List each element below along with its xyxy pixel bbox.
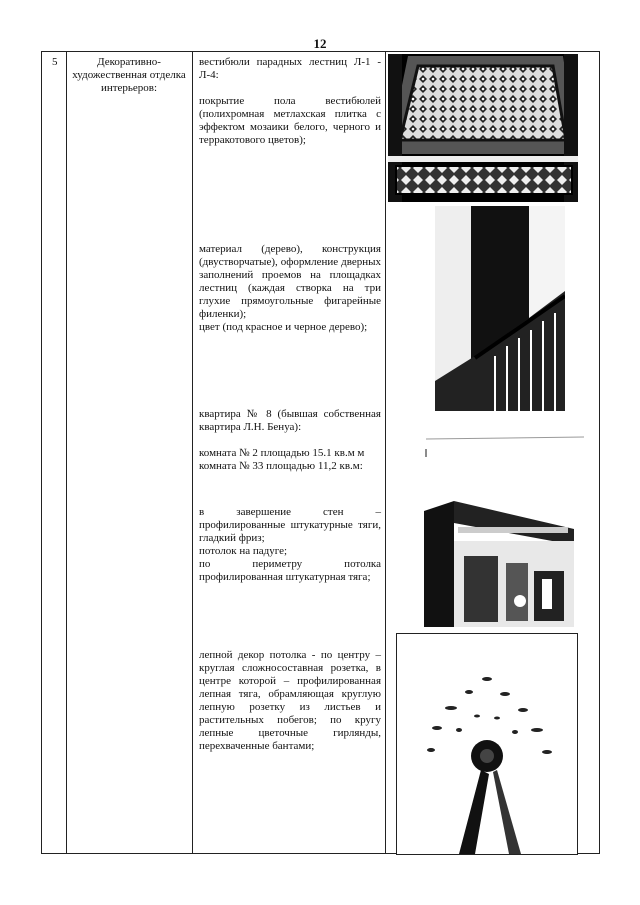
page-number: 12 bbox=[313, 36, 327, 51]
description-ceiling-decor: лепной декор потолка - по центру – круглая сложносоставная розетка, в центре которой – профилированная лепная тяга, обрамляющая круглую лепную розетку из листьев и растительных побегов; по кругу лепные цветочные гирлянды, перехваченные бантами; bbox=[199, 649, 381, 752]
column-divider bbox=[192, 52, 193, 853]
column-divider bbox=[385, 52, 386, 853]
room-cornice-photo bbox=[424, 501, 574, 627]
row-number: 5 bbox=[52, 56, 58, 68]
description-walls-ceiling: в завершение стен – профилированные штукатурные тяги, гладкий фриз; потолок на падуге; по периметру потолка профилированная штукатурная тяга; bbox=[199, 506, 381, 583]
description-apartment: квартира № 8 (бывшая собственная квартира Л.Н. Бенуа): комната № 2 площадью 15.1 кв.м м комната № 33 площадью 11,2 кв.м: bbox=[199, 408, 381, 472]
floor-tiles-photo bbox=[388, 54, 578, 202]
description-doors: материал (дерево), конструкция (двустворчатые), оформление дверных заполнений проемов на площадках лестниц (каждая створка на три глухие прямоугольные фигарейные филенки); цвет (под красное и черное дерево); bbox=[199, 243, 381, 333]
description-vestibule-floor: вестибюли парадных лестниц Л-1 - Л-4: покрытие пола вестибюлей (полихромная метлахская плитка с эффектом мозаики белого, черного и терракотового цветов); bbox=[199, 56, 381, 146]
column-divider bbox=[66, 52, 67, 853]
heritage-table bbox=[41, 51, 600, 854]
room-faint-photo bbox=[424, 435, 589, 459]
ceiling-rosette-photo bbox=[396, 633, 578, 855]
row-title: Декоративно-художественная отделка интерьеров: bbox=[72, 56, 186, 94]
stair-door-photo bbox=[435, 206, 565, 411]
